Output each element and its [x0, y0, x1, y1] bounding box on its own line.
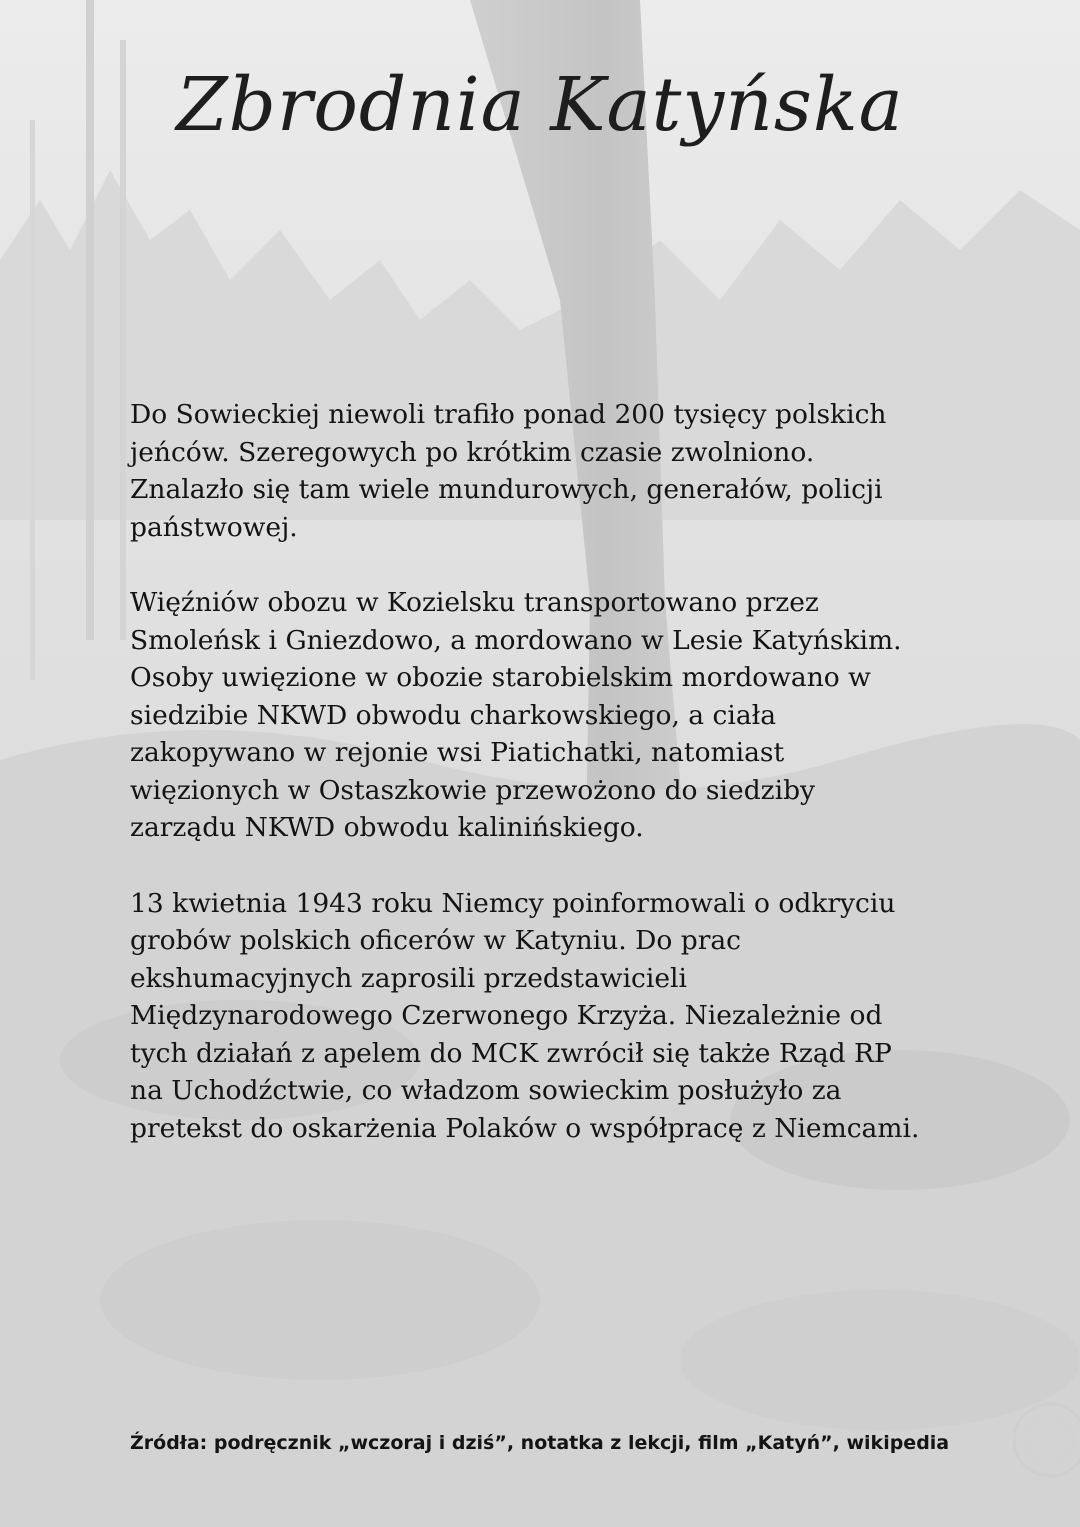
article-body	[130, 396, 970, 1185]
sources-footer: Źródła: podręcznik „wczoraj i dziś”, notatka z lekcji, film „Katyń”, wikipedia	[130, 1432, 950, 1454]
page-title: Zbrodnia Katyńska	[176, 62, 904, 148]
paragraph-camps: Więźniów obozu w Kozielsku transportowano przez Smoleńsk i Gniezdowo, a mordowano w Lesie Katyńskim. Osoby uwięzione w obozie starobielskim mordowano w siedzibie NKWD obwodu charkowskiego, a ciała zakopywano w rejonie wsi Piatichatki, natomiast więzionych w Ostaszkowie przewożono do siedziby zarządu NKWD obwodu kalinińskiego.	[130, 587, 902, 843]
paragraph-captivity: Do Sowieckiej niewoli trafiło ponad 200 tysięcy polskich jeńców. Szeregowych po krótkim czasie zwolniono. Znalazło się tam wiele mundurowych, generałów, policji państwowej.	[130, 399, 887, 543]
paragraph-discovery: 13 kwietnia 1943 roku Niemcy poinformowali o odkryciu grobów polskich oficerów w Katyniu. Do prac ekshumacyjnych zaprosili przedstawicieli Międzynarodowego Czerwonego Krzyża. Niezależnie od tych działań z apelem do MCK zwrócił się także Rząd RP na Uchodźctwie, co władzom sowieckim posłużyło za pretekst do oskarżenia Polaków o współpracę z Niemcami.	[130, 887, 920, 1144]
